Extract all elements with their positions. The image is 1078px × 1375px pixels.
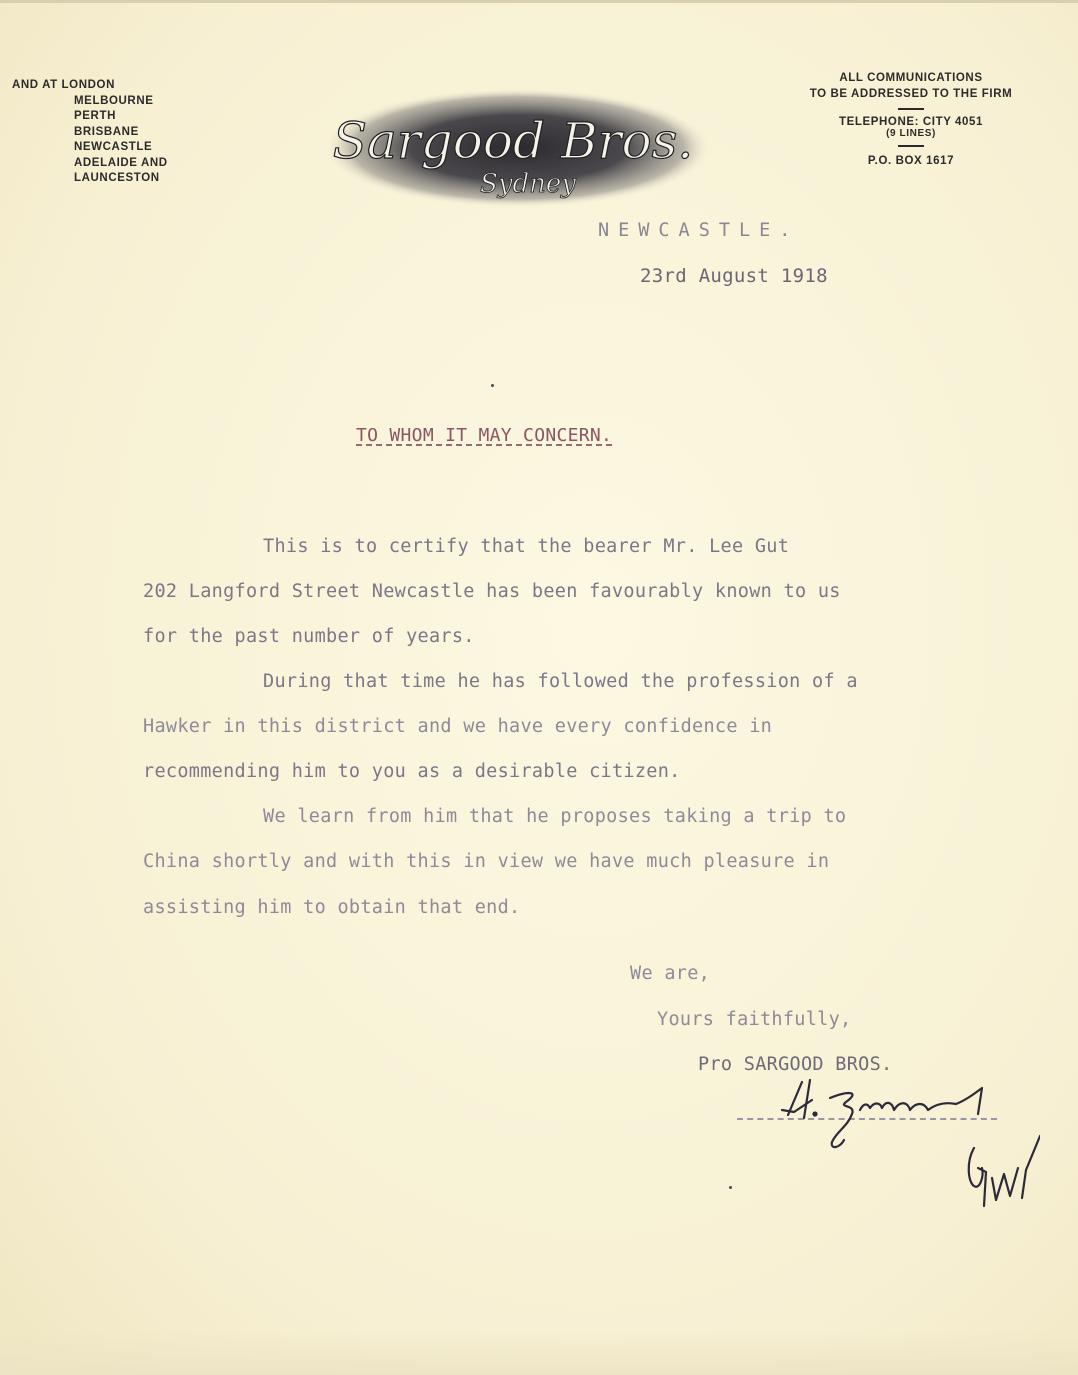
body-line: China shortly and with this in view we have much pleasure in (143, 851, 830, 872)
body-line: recommending him to you as a desirable citizen. (143, 761, 681, 782)
body-line: During that time he has followed the profession of a (263, 671, 858, 692)
initials-mark (960, 1128, 1040, 1218)
ink-speck (491, 384, 494, 387)
sargood-bros-logo (318, 80, 718, 220)
paper-edge (0, 0, 1078, 3)
po-box: P.O. BOX 1617 (867, 155, 955, 167)
closing-line: We are, (630, 963, 711, 984)
closing-line: Pro SARGOOD BROS. (698, 1054, 893, 1075)
body-line: We learn from him that he proposes taking a trip to (263, 806, 847, 827)
letter-heading: TO WHOM IT MAY CONCERN. (356, 425, 613, 446)
branch-offices (12, 78, 168, 187)
branch-line: PERTH (74, 110, 116, 122)
ink-speck (729, 1186, 732, 1189)
branch-line: LAUNCESTON (74, 172, 160, 184)
divider (898, 145, 924, 147)
logo-city: Sydney (480, 169, 576, 199)
body-line: for the past number of years. (143, 626, 475, 647)
letter-date: 23rd August 1918 (640, 265, 828, 287)
letter-city: NEWCASTLE. (598, 220, 800, 241)
logo-name: Sargood Bros. (332, 112, 694, 170)
divider (898, 108, 924, 110)
closing-line: Yours faithfully, (657, 1009, 852, 1030)
comm-line: TO BE ADDRESSED TO THE FIRM (809, 88, 1013, 100)
comm-line: ALL COMMUNICATIONS (839, 72, 983, 84)
branch-line: MELBOURNE (74, 94, 154, 107)
body-line: Hawker in this district and we have every confidence in (143, 716, 773, 737)
branch-line: BRISBANE (74, 125, 139, 138)
branch-line: ADELAIDE AND (74, 156, 168, 169)
body-line: 202 Langford Street Newcastle has been favourably known to us (143, 581, 841, 602)
branch-line: AND AT LONDON (12, 79, 115, 91)
body-line: assisting him to obtain that end. (143, 897, 521, 918)
telephone-lines: (9 LINES) (886, 128, 936, 139)
branch-line: NEWCASTLE (74, 141, 153, 153)
body-line: This is to certify that the bearer Mr. Lee Gut (263, 536, 790, 557)
paper-shadow (0, 1330, 1078, 1375)
communications-block (780, 70, 1042, 169)
telephone: TELEPHONE: CITY 4051 (838, 116, 984, 128)
